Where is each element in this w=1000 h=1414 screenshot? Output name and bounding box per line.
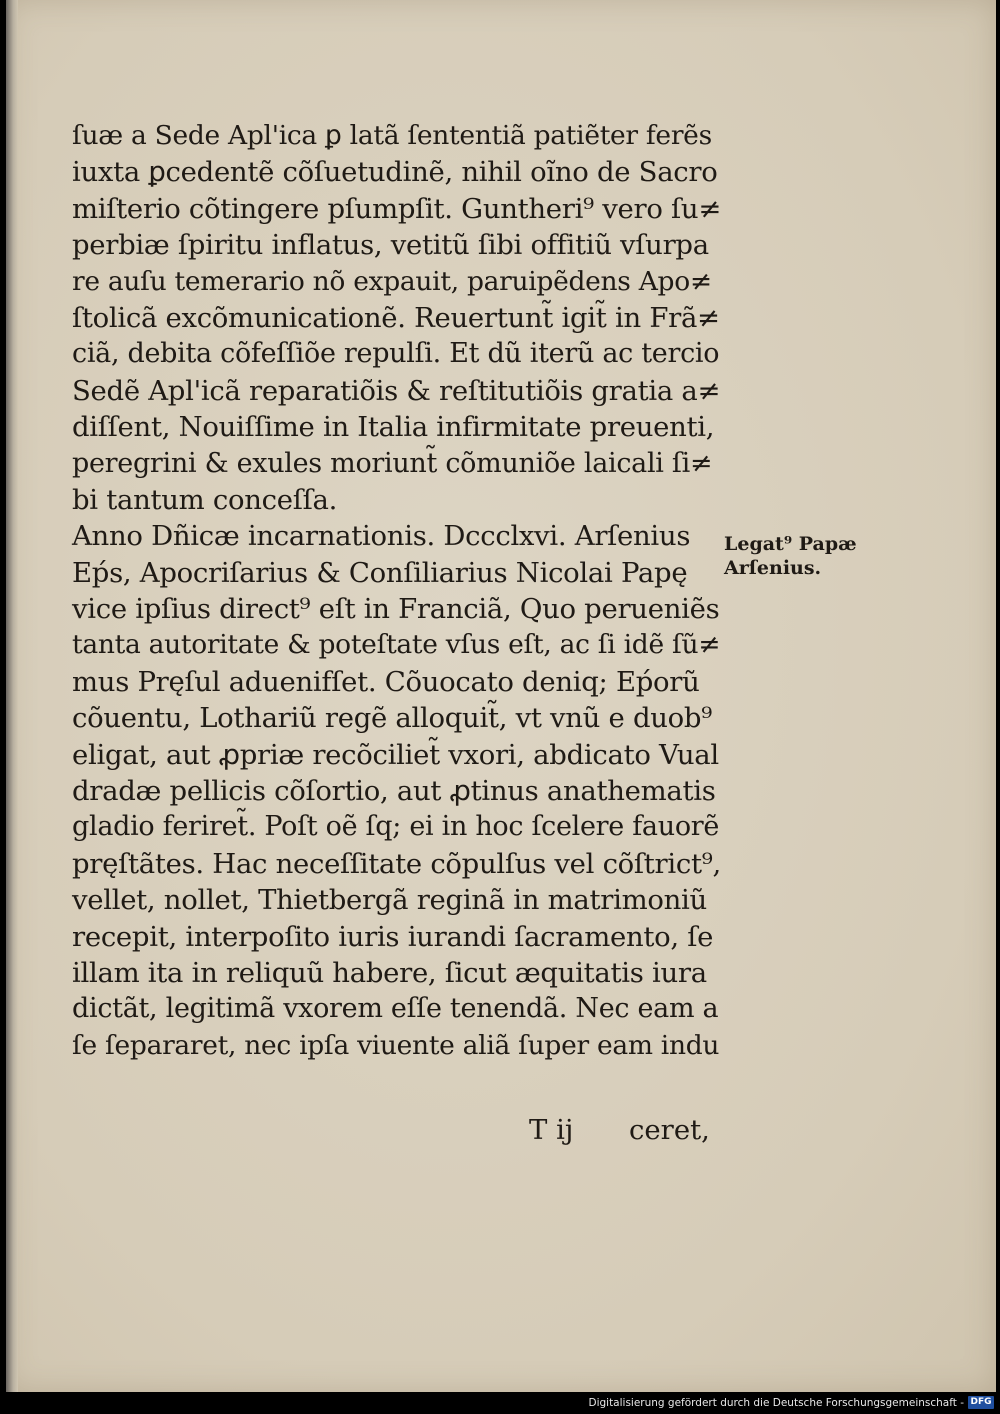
text-line: Sedẽ Apl'icã reparatiõis & reſtitutiõis gratia a≠ xyxy=(72,374,721,407)
text-line: vice ipſius direct⁹ eſt in Franciã, Quo perueniẽs xyxy=(72,593,720,626)
text-line: ſtolicã excõmunicationẽ. Reuertunt̃ igit̃ in Frã≠ xyxy=(72,301,720,334)
catchword: ceret, xyxy=(629,1114,710,1146)
text-line: cõuentu, Lothariũ regẽ alloquit̃, vt vnũ e duob⁹ xyxy=(72,702,712,735)
scanned-page xyxy=(6,0,996,1392)
text-line: peregrini & exules moriunt̃ cõmuniõe laicali ſi≠ xyxy=(72,447,713,479)
text-line: Anno Dñicæ incarnationis. Dccclxvi. Arſenius xyxy=(72,520,691,553)
text-line: illam ita in reliquũ habere, ſicut æquitatis iura xyxy=(72,956,707,989)
text-line: miſterio cõtingere pſumpſit. Guntheri⁹ vero ſu≠ xyxy=(72,192,722,225)
text-line: ſuæ a Sede Apl'ica ꝑ latã ſententiã patiẽter ferẽs xyxy=(72,120,712,151)
text-line: re auſu temerario nõ expauit, paruipẽdens Apo≠ xyxy=(72,265,712,297)
marginal-note xyxy=(724,532,904,580)
main-text-block xyxy=(72,118,722,1064)
page-gutter-shadow xyxy=(6,0,18,1392)
text-line: gladio feriret̃. Poſt oẽ ſq; ei in hoc ſcelere fauorẽ xyxy=(72,811,720,843)
marginal-note-line-2: Arſenius. xyxy=(724,557,822,579)
dfg-credit-text: Digitalisierung gefördert durch die Deutsche Forschungsgemeinschaft - xyxy=(588,1397,964,1409)
text-line: vellet, nollet, Thietbergã reginã in matrimoniũ xyxy=(72,884,707,917)
signature-mark: T ij xyxy=(529,1114,574,1146)
text-line: dradæ pellicis cõſortio, aut ꝓtinus anathematis xyxy=(72,775,716,808)
text-line: bi tantum conceſſa. xyxy=(72,483,338,516)
text-line: tanta autoritate & poteſtate vſus eſt, ac ſi idẽ ſũ≠ xyxy=(72,629,721,661)
text-line: mus Pręſul aduenifſet. Cõuocato deniq; Eṕorũ xyxy=(72,665,700,698)
page-footer xyxy=(72,1114,722,1150)
text-line: pręſtãtes. Hac neceſſitate cõpulſus vel cõſtrict⁹, xyxy=(72,847,721,880)
dfg-logo-icon: DFG xyxy=(968,1396,994,1409)
text-line: iuxta ꝑcedentẽ cõſuetudinẽ, nihil oĩno de Sacro xyxy=(72,156,718,189)
text-line: recepit, interpoſito iuris iurandi ſacramento, ſe xyxy=(72,920,714,953)
text-line: diſſent, Nouiſſime in Italia infirmitate preuenti, xyxy=(72,411,715,444)
text-line: Eṕs, Apocriſarius & Conſiliarius Nicolai Papę xyxy=(72,556,688,589)
text-line: ſe ſepararet, nec ipſa viuente aliã ſuper eam indu xyxy=(72,1029,720,1061)
marginal-note-line-1: Legat⁹ Papæ xyxy=(724,533,857,555)
text-line: perbiæ ſpiritu inflatus, vetitũ ſibi offitiũ vſurpa xyxy=(72,229,709,262)
text-line: ciã, debita cõfeſſiõe repulſi. Et dũ iterũ ac tercio xyxy=(72,338,720,370)
text-line: eligat, aut ꝓpriæ recõciliet̃ vxori, abdicato Vual xyxy=(72,738,719,771)
text-line: dictãt, legitimã vxorem eſſe tenendã. Nec eam a xyxy=(72,993,719,1025)
